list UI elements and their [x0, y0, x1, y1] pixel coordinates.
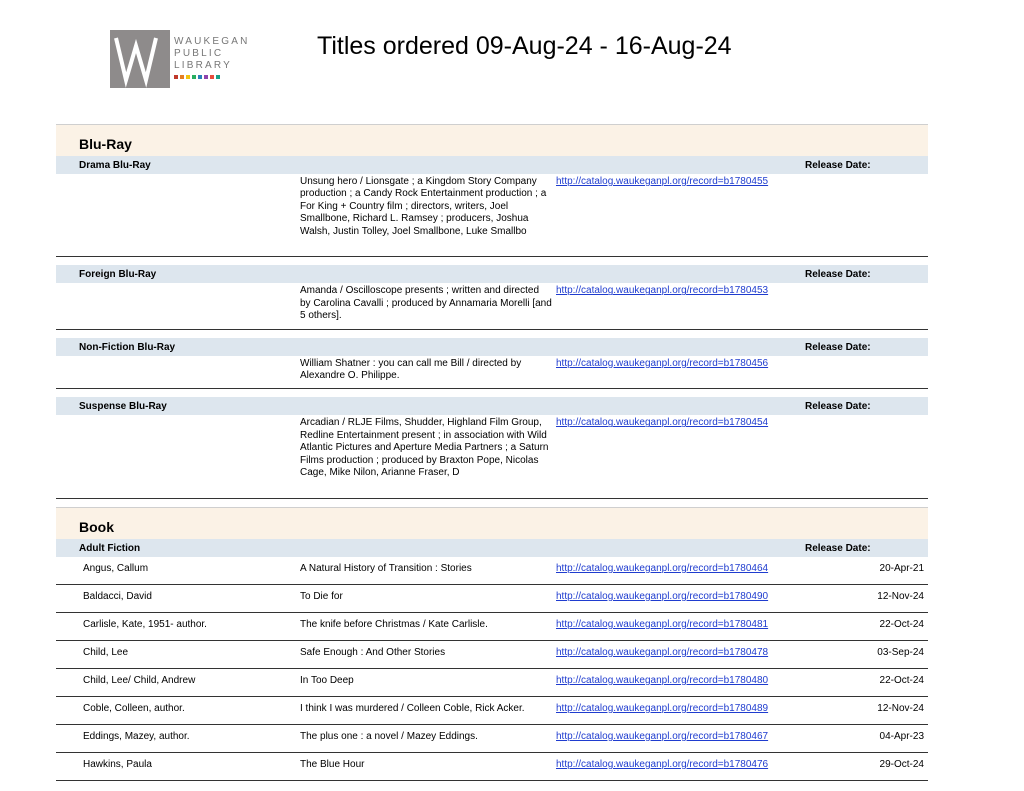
- table-row: [56, 697, 928, 725]
- row-gap: [56, 499, 928, 507]
- row-title: Unsung hero / Lionsgate ; a Kingdom Story Company production ; a Candy Rock Entertainment production ; a For King + Country film ; directors, writers, Joel Smallbone, Richard L. Ramsey ; producers, Joshua Walsh, Justin Tolley, Joel Smallbone, Luke Smallbo: [300, 176, 547, 237]
- subsection-title: Adult Fiction: [79, 542, 141, 554]
- catalog-record-link[interactable]: http://catalog.waukeganpl.org/record=b1780481: [556, 618, 769, 630]
- row-release-date: 22-Oct-24: [879, 618, 924, 630]
- catalog-record-link[interactable]: http://catalog.waukeganpl.org/record=b1780453: [556, 285, 769, 297]
- subsection-title: Foreign Blu-Ray: [79, 269, 157, 281]
- table-row: [56, 613, 928, 641]
- row-title: William Shatner : you can call me Bill / directed by Alexandre O. Philippe.: [300, 357, 522, 381]
- catalog-record-link[interactable]: http://catalog.waukeganpl.org/record=b1780456: [556, 357, 769, 369]
- table-row: [56, 356, 928, 390]
- table-row: [56, 283, 928, 329]
- table-row: [56, 641, 928, 669]
- release-date-label: Release Date:: [805, 401, 871, 413]
- row-author: Baldacci, David: [83, 590, 152, 602]
- catalog-record-link[interactable]: http://catalog.waukeganpl.org/record=b1780480: [556, 674, 769, 686]
- row-title: Arcadian / RLJE Films, Shudder, Highland Film Group, Redline Entertainment present ; in association with Wild Atlantic Pictures and Aperture Media Partners ; a Saturn Films production ; produced by Braxton Pope, Nicolas Cage, Mike Nilon, Arianne Fraser, D: [300, 417, 549, 478]
- row-title: The knife before Christmas / Kate Carlisle.: [300, 618, 488, 630]
- catalog-record-link[interactable]: http://catalog.waukeganpl.org/record=b1780478: [556, 646, 769, 658]
- logo-line-1: WAUKEGAN: [174, 36, 250, 47]
- logo-dot: [192, 75, 196, 79]
- logo-dot: [180, 75, 184, 79]
- row-author: Angus, Callum: [83, 562, 149, 574]
- table-row: [56, 669, 928, 697]
- category-header: [56, 124, 928, 156]
- logo-color-dots: [174, 75, 220, 79]
- logo-dot: [174, 75, 178, 79]
- table-row: [56, 174, 928, 257]
- release-date-label: Release Date:: [805, 542, 871, 554]
- category-header: [56, 507, 928, 539]
- logo-dot: [216, 75, 220, 79]
- table-row: [56, 415, 928, 498]
- catalog-record-link[interactable]: http://catalog.waukeganpl.org/record=b1780464: [556, 562, 769, 574]
- row-title: I think I was murdered / Colleen Coble, Rick Acker.: [300, 702, 525, 714]
- category-title: Blu-Ray: [79, 136, 132, 152]
- row-title: Amanda / Oscilloscope presents ; written and directed by Carolina Cavalli ; produced by Annamaria Morelli [and 5 others].: [300, 285, 552, 322]
- row-title: The Blue Hour: [300, 758, 365, 770]
- row-author: Eddings, Mazey, author.: [83, 730, 190, 742]
- logo-text: [174, 36, 250, 72]
- row-release-date: 29-Oct-24: [879, 758, 924, 770]
- release-date-label: Release Date:: [805, 269, 871, 281]
- row-author: Hawkins, Paula: [83, 758, 152, 770]
- row-release-date: 12-Nov-24: [877, 702, 924, 714]
- subsection-header: [56, 338, 928, 356]
- logo-w-mark: [110, 30, 170, 88]
- category-title: Book: [79, 518, 114, 535]
- row-release-date: 12-Nov-24: [877, 590, 924, 602]
- subsection-header: [56, 156, 928, 174]
- row-gap: [56, 257, 928, 265]
- row-author: Coble, Colleen, author.: [83, 702, 185, 714]
- catalog-record-link[interactable]: http://catalog.waukeganpl.org/record=b1780467: [556, 730, 769, 742]
- row-release-date: 04-Apr-23: [879, 730, 924, 742]
- library-logo: [110, 30, 260, 90]
- table-row: [56, 753, 928, 781]
- table-row: [56, 725, 928, 753]
- subsection-title: Suspense Blu-Ray: [79, 401, 167, 413]
- row-title: The plus one : a novel / Mazey Eddings.: [300, 730, 478, 742]
- row-title: A Natural History of Transition : Stories: [300, 562, 472, 574]
- release-date-label: Release Date:: [805, 341, 871, 353]
- catalog-record-link[interactable]: http://catalog.waukeganpl.org/record=b1780476: [556, 758, 769, 770]
- logo-dot: [204, 75, 208, 79]
- row-author: Carlisle, Kate, 1951- author.: [83, 618, 207, 630]
- row-title: In Too Deep: [300, 674, 354, 686]
- row-author: Child, Lee: [83, 646, 129, 658]
- logo-line-3: LIBRARY: [174, 60, 233, 71]
- logo-line-2: PUBLIC: [174, 48, 224, 59]
- logo-dot: [186, 75, 190, 79]
- row-title: Safe Enough : And Other Stories: [300, 646, 446, 658]
- catalog-record-link[interactable]: http://catalog.waukeganpl.org/record=b1780490: [556, 590, 769, 602]
- catalog-record-link[interactable]: http://catalog.waukeganpl.org/record=b1780489: [556, 702, 769, 714]
- release-date-label: Release Date:: [805, 160, 871, 171]
- subsection-header: [56, 265, 928, 283]
- titles-table: [56, 124, 928, 781]
- row-title: To Die for: [300, 590, 343, 602]
- row-author: Child, Lee/ Child, Andrew: [83, 674, 196, 686]
- table-row: [56, 585, 928, 613]
- subsection-header: [56, 539, 928, 557]
- logo-dot: [210, 75, 214, 79]
- subsection-title: Drama Blu-Ray: [79, 160, 151, 171]
- row-release-date: 20-Apr-21: [879, 562, 924, 574]
- logo-dot: [198, 75, 202, 79]
- subsection-title: Non-Fiction Blu-Ray: [79, 341, 176, 353]
- row-gap: [56, 330, 928, 338]
- catalog-record-link[interactable]: http://catalog.waukeganpl.org/record=b1780455: [556, 176, 769, 187]
- catalog-record-link[interactable]: http://catalog.waukeganpl.org/record=b1780454: [556, 417, 769, 429]
- row-release-date: 22-Oct-24: [879, 674, 924, 686]
- subsection-header: [56, 397, 928, 415]
- table-row: [56, 557, 928, 585]
- row-release-date: 03-Sep-24: [877, 646, 924, 658]
- row-gap: [56, 389, 928, 397]
- page-title: Titles ordered 09-Aug-24 - 16-Aug-24: [317, 32, 732, 60]
